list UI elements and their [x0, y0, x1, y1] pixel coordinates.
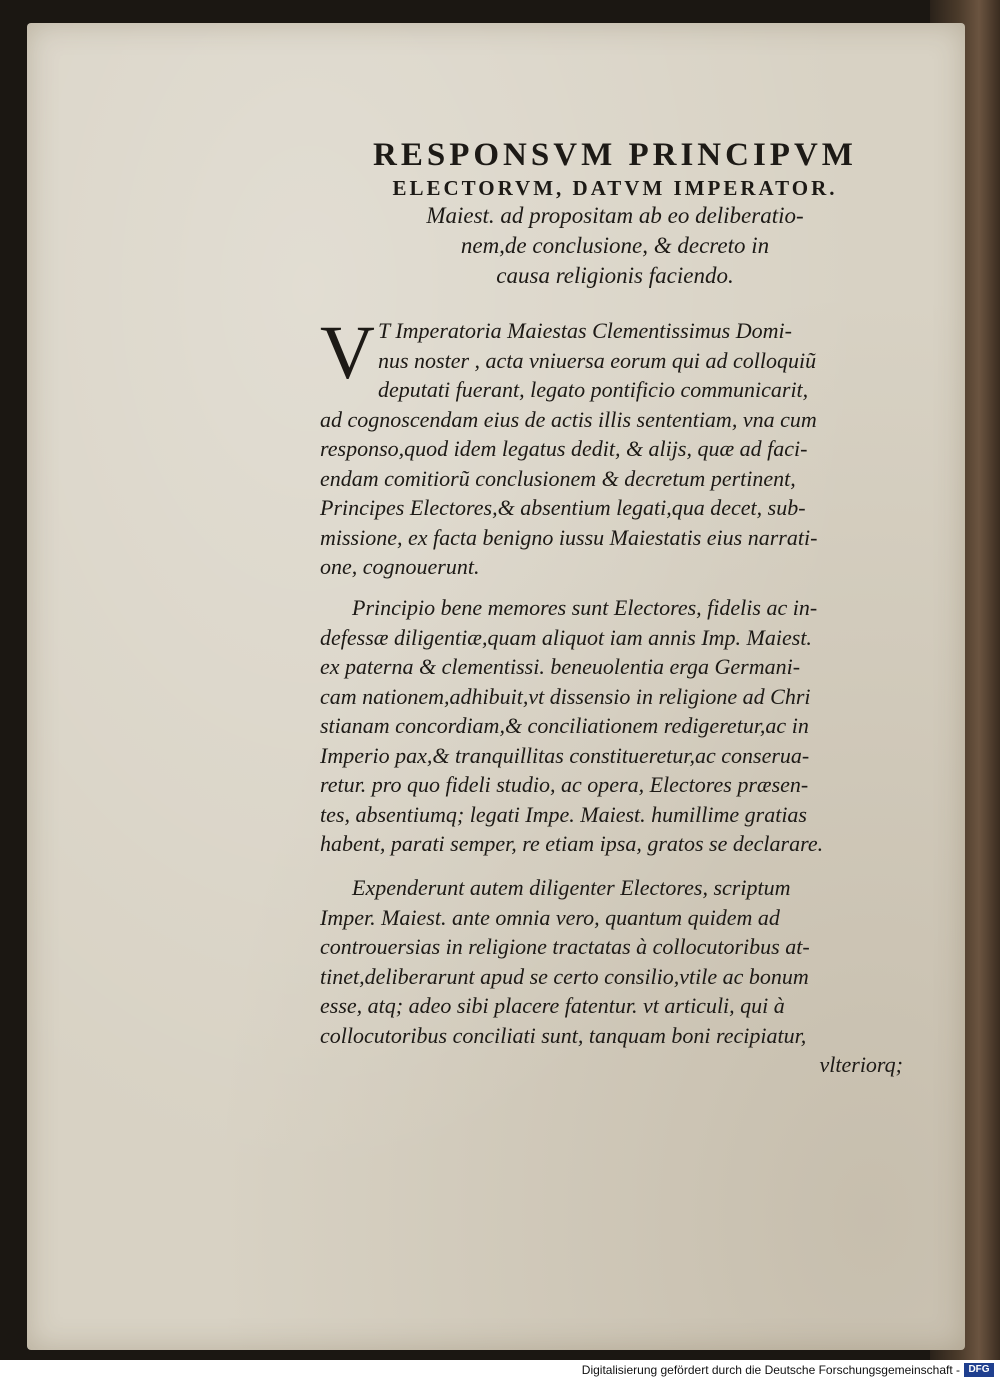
text-line: stianam concordiam,& conciliationem redigeretur,ac in: [320, 713, 809, 738]
drop-capital: V: [320, 311, 375, 395]
funding-note: Digitalisierung gefördert durch die Deutsche Forschungsgemeinschaft -: [581, 1363, 960, 1377]
text-line: nus noster , acta vniuersa eorum qui ad colloquiũ: [378, 347, 817, 373]
paragraph-2: [320, 593, 915, 859]
text-line: deputati fuerant, legato pontificio communicarit,: [378, 377, 809, 402]
text-line: tes, absentiumq; legati Impe. Maiest. humillime gratias: [320, 801, 807, 827]
text-line: habent, parati semper, re etiam ipsa, gratos se declarare.: [320, 831, 824, 856]
text-line: retur. pro quo fideli studio, ac opera, Electores præsen-: [320, 772, 809, 797]
title-block: [320, 135, 910, 291]
text-line: responso,quod idem legatus dedit, & alijs, quæ ad faci-: [320, 436, 808, 461]
text-line: ad cognoscendam eius de actis illis sententiam, vna cum: [320, 406, 817, 432]
text-line: Expenderunt autem diligenter Electores, scriptum: [352, 875, 791, 900]
text-line: ex paterna & clementissi. beneuolentia erga Germani-: [320, 654, 801, 679]
text-line: Imper. Maiest. ante omnia vero, quantum quidem ad: [320, 904, 780, 930]
subtitle-line: Maiest. ad propositam ab eo deliberatio-: [426, 203, 804, 228]
text-line: tinet,deliberarunt apud se certo consilio,vtile ac bonum: [320, 963, 809, 989]
subtitle-line: nem,de conclusione, & decreto in: [460, 233, 770, 258]
dfg-logo: DFG: [964, 1363, 994, 1377]
text-line: missione, ex facta benigno iussu Maiestatis eius narrati-: [320, 524, 818, 550]
text-line: controuersias in religione tractatas à collocutoribus at-: [320, 934, 810, 959]
text-line: collocutoribus conciliati sunt, tanquam boni recipiatur,: [320, 1022, 807, 1048]
text-line: Principio bene memores sunt Electores, fidelis ac in-: [352, 595, 818, 620]
text-line: one, cognouerunt.: [320, 554, 480, 579]
subtitle-line: causa religionis faciendo.: [496, 263, 734, 288]
text-line: endam comitiorũ conclusionem & decretum pertinent,: [320, 465, 796, 491]
text-line: cam nationem,adhibuit,vt dissensio in religione ad Chri: [320, 683, 811, 709]
title-line-1: RESPONSVM PRINCIPVM: [373, 137, 857, 173]
catchword: vlteriorq;: [819, 1052, 903, 1077]
text-line: Imperio pax,& tranquillitas constitueretur,ac conserua-: [320, 742, 810, 768]
paragraph-1: [320, 311, 915, 582]
text-line: Principes Electores,& absentium legati,qua decet, sub-: [320, 495, 806, 520]
footer-bar: [0, 1360, 1000, 1381]
paragraph-3: [320, 873, 915, 1080]
text-line: defessæ diligentiæ,quam aliquot iam annis Imp. Maiest.: [320, 624, 812, 650]
title-line-2: ELECTORVM, DATVM IMPERATOR.: [392, 176, 838, 200]
text-line: T Imperatoria Maiestas Clementissimus Domi-: [378, 318, 792, 343]
text-line: esse, atq; adeo sibi placere fatentur. vt articuli, qui à: [320, 993, 785, 1018]
